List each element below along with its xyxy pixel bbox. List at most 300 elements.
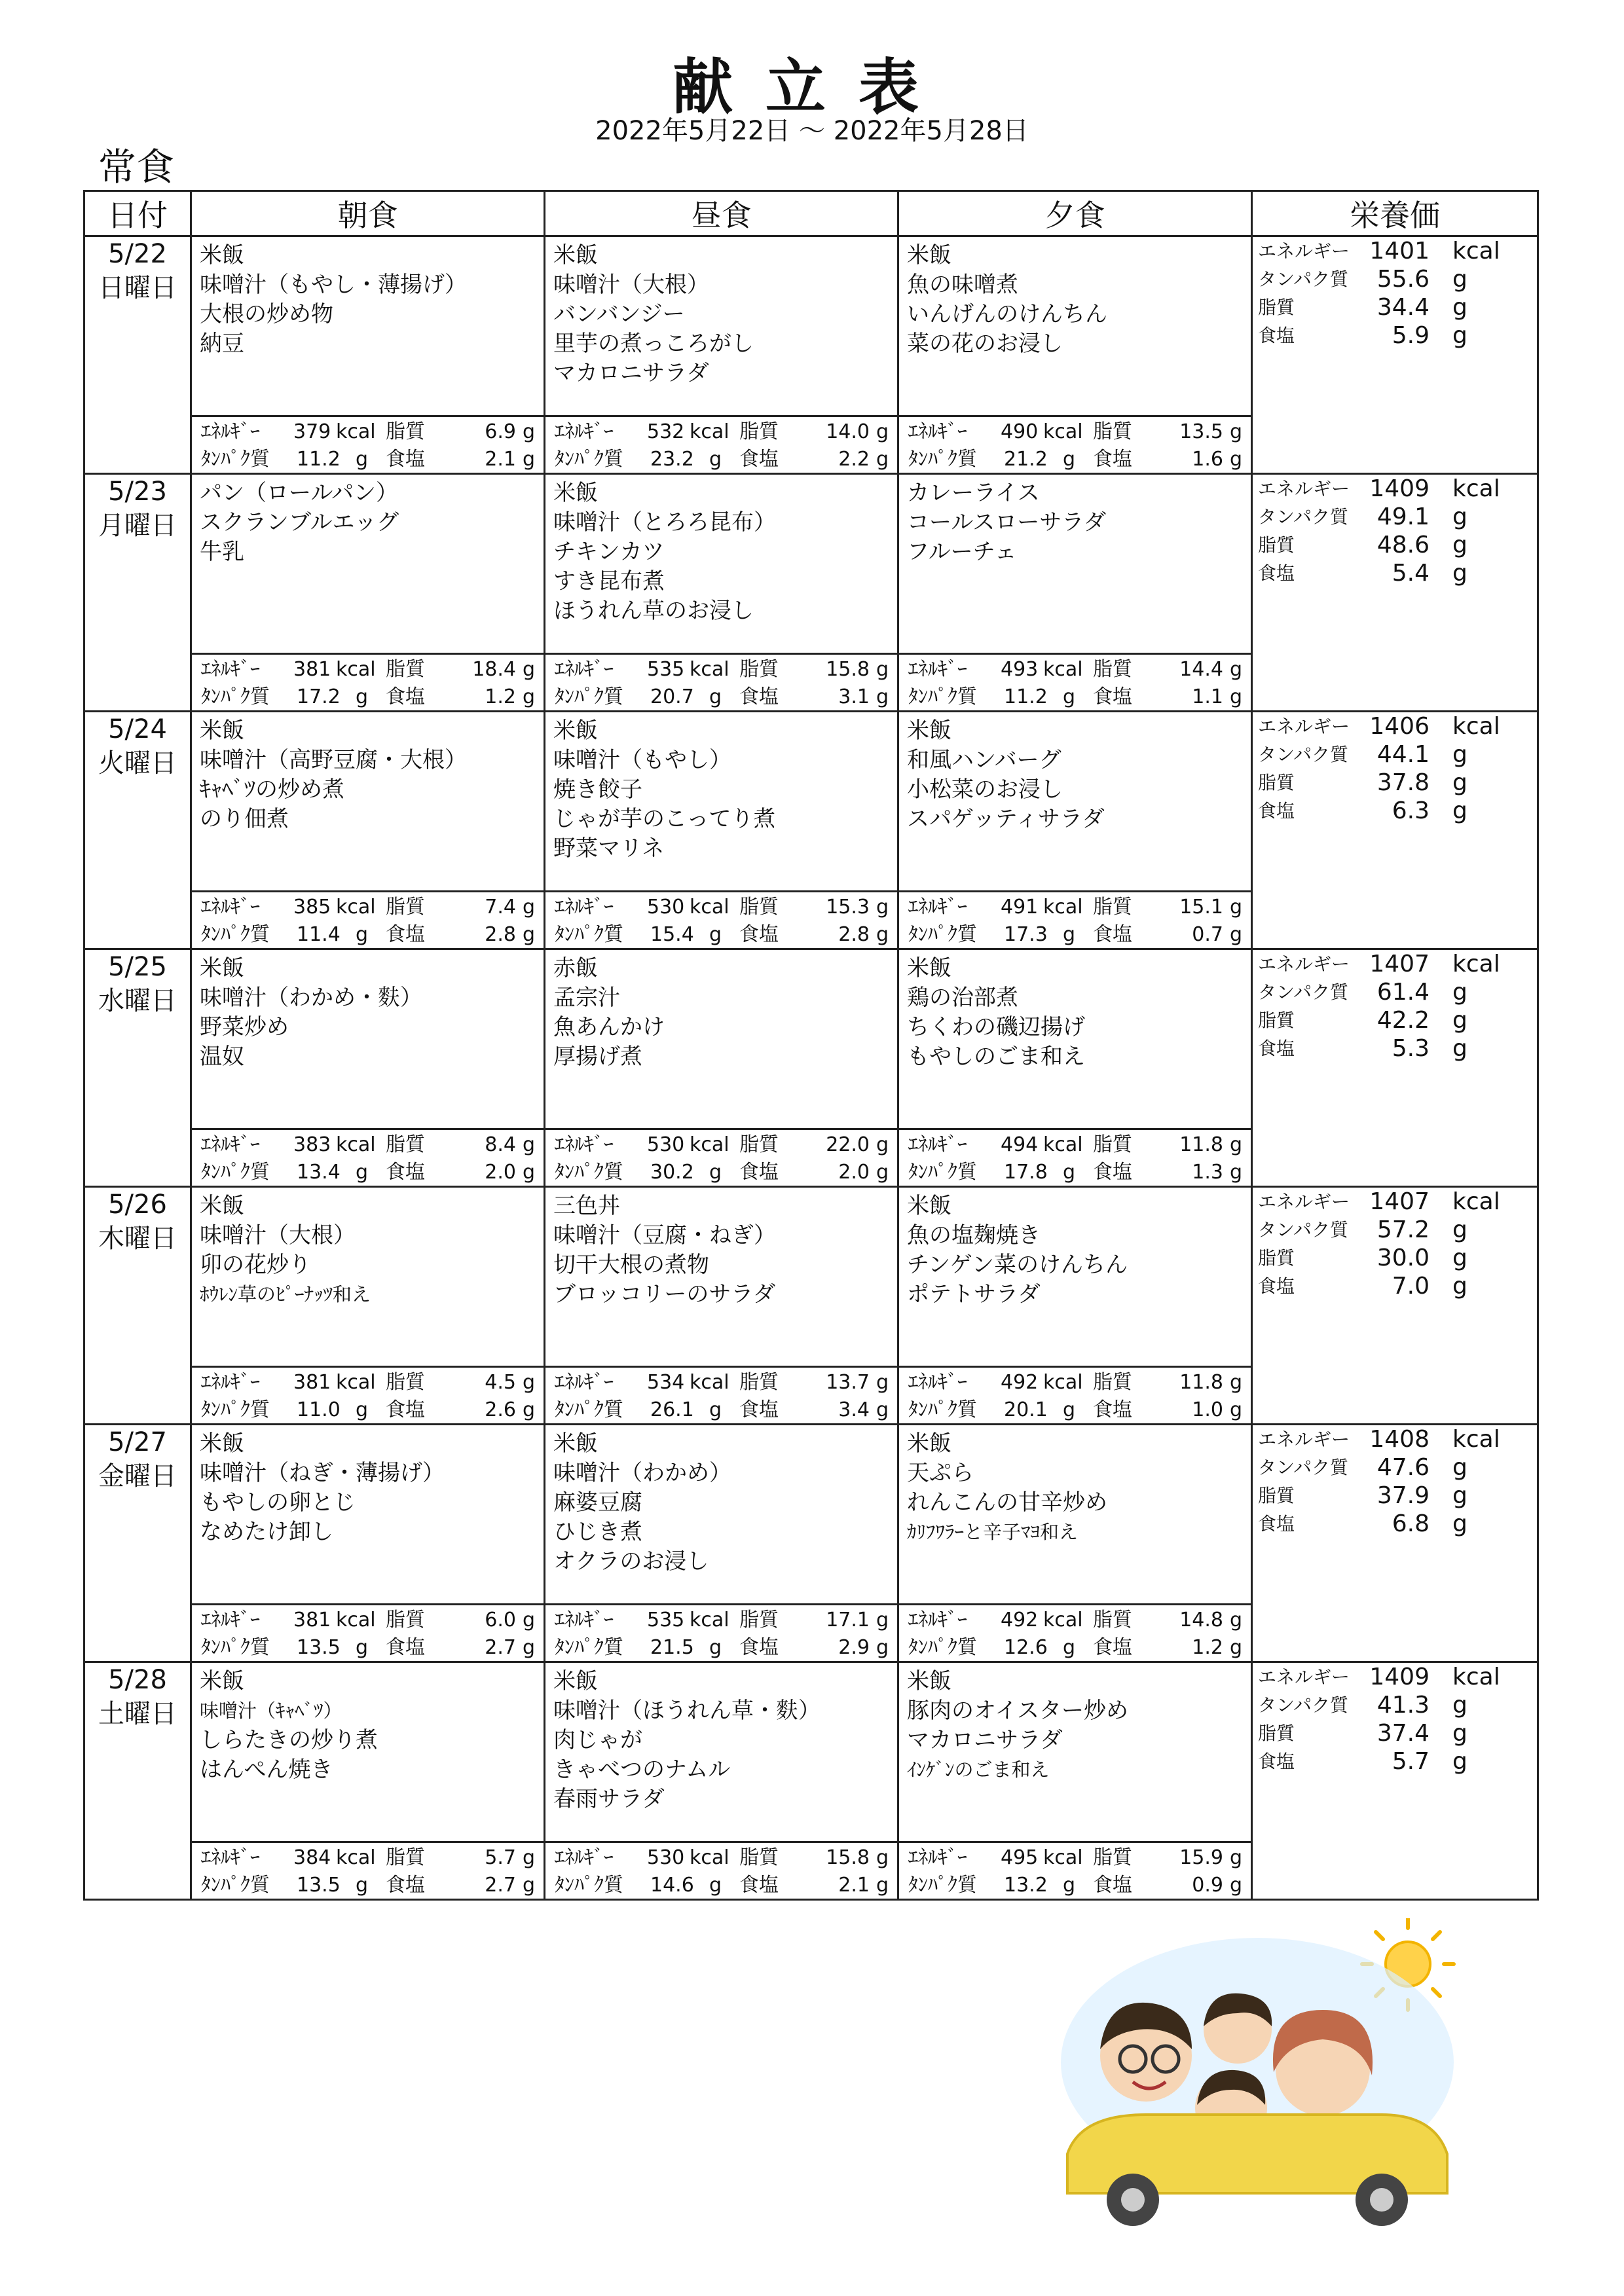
day-row [84,949,1538,1187]
meal-salt: 0.9 [1192,1874,1223,1897]
meal-fat: 15.3 [826,896,870,919]
dish: しらたきの炒り煮 [200,1727,378,1753]
fat-label: 脂質 [386,1133,425,1156]
meal-protein: 14.6 [650,1874,694,1897]
g-unit: g [709,1874,722,1897]
daily-salt-label: 食塩 [1258,562,1295,584]
daily-salt-unit: g [1452,560,1467,587]
dish: コールスローサラダ [907,509,1106,536]
meal-energy: 381 [293,1609,331,1631]
protein-label: ﾀﾝﾊﾟｸ質 [555,685,623,708]
dish: ﾎｳﾚﾝ草のﾋﾟｰﾅｯﾂ和え [200,1283,371,1305]
dish: 米飯 [200,955,244,981]
lunch-cell [545,1425,898,1662]
nutrition-cell [1252,474,1538,712]
dish: 赤飯 [553,955,598,981]
daily-energy-row [1253,950,1537,978]
energy-label: ｴﾈﾙｷﾞｰ [555,1371,614,1394]
salt-label: 食塩 [386,923,425,946]
meal-stats [545,1366,897,1423]
dish: ｲﾝｹﾞﾝのごま和え [907,1758,1050,1781]
daily-protein-label: タンパク質 [1258,1219,1349,1241]
lunch-cell [545,236,898,474]
meal-energy: 491 [1001,896,1039,919]
fat-label: 脂質 [1093,1133,1132,1156]
meal-stats [545,1841,897,1899]
day-row [84,1425,1538,1662]
meal-stats [192,653,544,710]
g-unit: g [709,1636,722,1659]
daily-protein-row [1253,1453,1537,1482]
daily-energy-value: 1407 [1369,1188,1430,1215]
col-header-breakfast: 朝食 [191,191,545,236]
meal-stats [545,890,897,948]
g-unit: g [1230,1371,1243,1394]
daily-energy-unit: kcal [1452,1664,1500,1690]
kcal-unit: kcal [1043,658,1083,681]
g-unit: g [1230,896,1243,919]
dish: 米飯 [907,1668,951,1694]
energy-label: ｴﾈﾙｷﾞｰ [908,420,967,443]
weekday: 土曜日 [98,1699,177,1729]
energy-label: ｴﾈﾙｷﾞｰ [908,658,967,681]
daily-protein-value: 55.6 [1376,266,1430,293]
meal-energy: 494 [1001,1133,1039,1156]
meal-stats [899,415,1251,473]
energy-label: ｴﾈﾙｷﾞｰ [555,658,614,681]
daily-fat-value: 37.9 [1376,1482,1430,1509]
g-unit: g [523,1161,536,1184]
fat-label: 脂質 [739,658,779,681]
g-unit: g [876,1636,889,1659]
energy-label: ｴﾈﾙｷﾞｰ [555,896,614,919]
dish: 米飯 [553,242,598,268]
daily-protein-row [1253,978,1537,1006]
meal-protein: 17.2 [297,685,341,708]
kcal-unit: kcal [690,1846,729,1869]
salt-label: 食塩 [1093,1398,1132,1421]
daily-protein-row [1253,740,1537,769]
nutrition-cell [1252,236,1538,474]
salt-label: 食塩 [386,448,425,471]
meal-fat: 22.0 [826,1133,870,1156]
daily-energy-value: 1401 [1369,238,1430,264]
meal-protein: 21.5 [650,1636,694,1659]
dish: 魚の塩麹焼き [907,1222,1041,1248]
dish: 米飯 [553,1668,598,1694]
g-unit: g [1063,685,1076,708]
dish: 米飯 [200,242,244,268]
daily-protein-unit: g [1452,1216,1467,1243]
nutrition-cell [1252,1662,1538,1900]
meal-fat: 6.9 [485,420,516,443]
g-unit: g [876,1874,889,1897]
dish: パン（ロールパン） [200,480,398,506]
daily-energy-unit: kcal [1452,1426,1500,1453]
salt-label: 食塩 [739,1161,779,1184]
date-cell [84,1662,191,1900]
g-unit: g [523,448,536,471]
energy-label: ｴﾈﾙｷﾞｰ [908,896,967,919]
kcal-unit: kcal [336,896,376,919]
g-unit: g [876,923,889,946]
daily-salt-label: 食塩 [1258,1751,1295,1772]
daily-protein-label: タンパク質 [1258,981,1349,1003]
meal-stats [545,1128,897,1186]
date-cell [84,1425,191,1662]
g-unit: g [1230,1874,1243,1897]
dish: 米飯 [200,1193,244,1219]
energy-label: ｴﾈﾙｷﾞｰ [201,1371,260,1394]
g-unit: g [709,685,722,708]
fat-label: 脂質 [1093,1371,1132,1394]
daily-salt-unit: g [1452,1748,1467,1775]
meal-fat: 13.7 [826,1371,870,1394]
date-cell [84,712,191,949]
fat-label: 脂質 [386,1609,425,1631]
dish: 米飯 [553,480,598,506]
meal-energy: 492 [1001,1609,1039,1631]
dish: 魚あんかけ [553,1014,665,1040]
daily-fat-label: 脂質 [1258,772,1295,793]
g-unit: g [523,1874,536,1897]
daily-salt-unit: g [1452,322,1467,349]
g-unit: g [709,1161,722,1184]
daily-fat-label: 脂質 [1258,297,1295,318]
salt-label: 食塩 [739,685,779,708]
daily-fat-unit: g [1452,1245,1467,1271]
energy-label: ｴﾈﾙｷﾞｰ [555,1133,614,1156]
daily-protein-row [1253,1216,1537,1244]
energy-label: ｴﾈﾙｷﾞｰ [201,420,260,443]
dish: 米飯 [907,718,951,744]
dinner-cell [898,712,1252,949]
lunch-cell [545,474,898,712]
kcal-unit: kcal [690,1133,729,1156]
meal-salt: 1.1 [1192,685,1223,708]
meal-fat: 4.5 [485,1371,516,1394]
col-header-date: 日付 [84,191,191,236]
meal-energy: 379 [293,420,331,443]
meal-protein: 26.1 [650,1398,694,1421]
dish: オクラのお浸し [553,1548,709,1575]
dinner-cell [898,1662,1252,1900]
daily-protein-value: 44.1 [1376,741,1430,768]
protein-label: ﾀﾝﾊﾟｸ質 [201,685,270,708]
meal-energy: 535 [647,658,685,681]
date: 5/27 [108,1427,167,1457]
meal-salt: 1.2 [485,685,516,708]
daily-protein-unit: g [1452,503,1467,530]
daily-salt-unit: g [1452,1273,1467,1300]
meal-salt: 2.1 [485,448,516,471]
protein-label: ﾀﾝﾊﾟｸ質 [555,1398,623,1421]
day-row [84,712,1538,949]
daily-energy-row [1253,712,1537,740]
g-unit: g [876,1846,889,1869]
meal-protein: 17.8 [1004,1161,1048,1184]
meal-protein: 15.4 [650,923,694,946]
meal-salt: 2.0 [838,1161,870,1184]
energy-label: ｴﾈﾙｷﾞｰ [908,1133,967,1156]
dish: 菜の花のお浸し [907,331,1063,357]
dish: 焼き餃子 [553,776,642,803]
protein-label: ﾀﾝﾊﾟｸ質 [908,1161,977,1184]
meal-energy: 381 [293,1371,331,1394]
meal-energy: 535 [647,1609,685,1631]
daily-salt-unit: g [1452,1035,1467,1062]
dish: マカロニサラダ [907,1727,1063,1753]
meal-stats [899,1603,1251,1661]
meal-fat: 17.1 [826,1609,870,1631]
dish: チキンカツ [553,539,665,565]
kcal-unit: kcal [690,658,729,681]
weekday: 月曜日 [98,511,177,541]
dish: 味噌汁（高野豆腐・大根） [200,747,467,773]
energy-label: ｴﾈﾙｷﾞｰ [908,1609,967,1631]
protein-label: ﾀﾝﾊﾟｸ質 [555,1161,623,1184]
salt-label: 食塩 [386,1161,425,1184]
g-unit: g [1063,1874,1076,1897]
salt-label: 食塩 [386,1874,425,1897]
protein-label: ﾀﾝﾊﾟｸ質 [908,448,977,471]
protein-label: ﾀﾝﾊﾟｸ質 [201,1874,270,1897]
daily-energy-value: 1407 [1369,951,1430,977]
energy-label: ｴﾈﾙｷﾞｰ [201,658,260,681]
fat-label: 脂質 [739,896,779,919]
meal-stats [192,1128,544,1186]
date: 5/25 [108,952,167,982]
g-unit: g [523,1133,536,1156]
kcal-unit: kcal [1043,1133,1083,1156]
day-row [84,1187,1538,1425]
kcal-unit: kcal [336,1133,376,1156]
salt-label: 食塩 [1093,685,1132,708]
salt-label: 食塩 [739,448,779,471]
meal-stats [899,890,1251,948]
breakfast-cell [191,1187,545,1425]
dish: 春雨サラダ [553,1786,665,1812]
g-unit: g [876,1161,889,1184]
meal-fat: 15.1 [1179,896,1223,919]
meal-protein: 11.0 [297,1398,341,1421]
dish: 米飯 [553,718,598,744]
g-unit: g [1230,1609,1243,1631]
protein-label: ﾀﾝﾊﾟｸ質 [201,448,270,471]
daily-fat-row [1253,1244,1537,1272]
daily-fat-label: 脂質 [1258,1247,1295,1269]
date-cell [84,1187,191,1425]
meal-protein: 11.4 [297,923,341,946]
dish: マカロニサラダ [553,360,709,386]
dish: フルーチェ [907,539,1017,565]
daily-salt-row [1253,321,1537,350]
g-unit: g [1230,420,1243,443]
meal-protein: 23.2 [650,448,694,471]
dish: ポテトサラダ [907,1281,1041,1307]
g-unit: g [709,923,722,946]
daily-salt-row [1253,1034,1537,1063]
dish: 味噌汁（豆腐・ねぎ） [553,1222,776,1248]
dish: 孟宗汁 [553,985,620,1011]
daily-energy-row [1253,237,1537,265]
salt-label: 食塩 [1093,1161,1132,1184]
g-unit: g [523,923,536,946]
breakfast-cell [191,236,545,474]
daily-fat-row [1253,1006,1537,1034]
daily-salt-row [1253,1747,1537,1776]
meal-protein: 20.7 [650,685,694,708]
meal-protein: 12.6 [1004,1636,1048,1659]
meal-fat: 6.0 [485,1609,516,1631]
g-unit: g [1063,1636,1076,1659]
g-unit: g [356,1398,369,1421]
fat-label: 脂質 [739,1133,779,1156]
meal-salt: 1.6 [1192,448,1223,471]
dish: 味噌汁（ねぎ・薄揚げ） [200,1460,445,1486]
salt-label: 食塩 [1093,448,1132,471]
daily-salt-label: 食塩 [1258,1513,1295,1535]
meal-energy: 495 [1001,1846,1039,1869]
protein-label: ﾀﾝﾊﾟｸ質 [555,1874,623,1897]
salt-label: 食塩 [739,923,779,946]
daily-salt-row [1253,1272,1537,1300]
meal-salt: 2.0 [485,1161,516,1184]
dish: 豚肉のオイスター炒め [907,1698,1128,1724]
dish: ｶﾘﾌﾜﾗｰと辛子ﾏﾖ和え [907,1521,1079,1543]
breakfast-cell [191,1662,545,1900]
dish: 牛乳 [200,539,244,565]
daily-protein-label: タンパク質 [1258,744,1349,765]
dish: 厚揚げ煮 [553,1044,642,1070]
dish: 米飯 [907,1193,951,1219]
daily-fat-value: 48.6 [1376,532,1430,558]
g-unit: g [1063,923,1076,946]
daily-energy-label: エネルギー [1258,953,1350,975]
meal-salt: 0.7 [1192,923,1223,946]
energy-label: ｴﾈﾙｷﾞｰ [201,1609,260,1631]
meal-protein: 13.5 [297,1874,341,1897]
meal-fat: 14.8 [1179,1609,1223,1631]
date-cell [84,949,191,1187]
fat-label: 脂質 [1093,1846,1132,1869]
daily-energy-unit: kcal [1452,238,1500,264]
dish: 温奴 [200,1044,244,1070]
daily-energy-row [1253,1663,1537,1691]
fat-label: 脂質 [1093,420,1132,443]
protein-label: ﾀﾝﾊﾟｸ質 [201,1636,270,1659]
salt-label: 食塩 [1093,923,1132,946]
dish: ひじき煮 [553,1519,642,1545]
daily-salt-value: 5.9 [1392,322,1430,349]
salt-label: 食塩 [386,1398,425,1421]
meal-stats [899,1841,1251,1899]
protein-label: ﾀﾝﾊﾟｸ質 [201,923,270,946]
dinner-cell [898,474,1252,712]
meal-salt: 1.3 [1192,1161,1223,1184]
g-unit: g [1230,1133,1243,1156]
daily-fat-row [1253,1719,1537,1747]
g-unit: g [709,448,722,471]
meal-energy: 381 [293,658,331,681]
daily-protein-value: 47.6 [1376,1454,1430,1481]
dinner-cell [898,1425,1252,1662]
daily-fat-label: 脂質 [1258,1722,1295,1744]
daily-fat-value: 42.2 [1376,1007,1430,1034]
daily-energy-value: 1406 [1369,713,1430,740]
meal-fat: 14.0 [826,420,870,443]
kcal-unit: kcal [1043,420,1083,443]
protein-label: ﾀﾝﾊﾟｸ質 [201,1398,270,1421]
breakfast-cell [191,712,545,949]
page-title: 献立表 [672,52,951,122]
meal-protein: 13.5 [297,1636,341,1659]
meal-stats [545,415,897,473]
dish: なめたけ卸し [200,1519,333,1545]
g-unit: g [356,1874,369,1897]
g-unit: g [1230,1161,1243,1184]
kcal-unit: kcal [690,896,729,919]
daily-salt-unit: g [1452,797,1467,824]
meal-energy: 490 [1001,420,1039,443]
daily-protein-label: タンパク質 [1258,1694,1349,1716]
meal-energy: 385 [293,896,331,919]
meal-stats [192,890,544,948]
daily-energy-row [1253,1188,1537,1216]
daily-fat-label: 脂質 [1258,534,1295,556]
g-unit: g [1230,658,1243,681]
kcal-unit: kcal [1043,1846,1083,1869]
dish: のり佃煮 [200,806,289,832]
daily-fat-value: 37.8 [1376,769,1430,796]
dish: 小松菜のお浸し [907,776,1063,803]
daily-energy-label: エネルギー [1258,240,1350,262]
daily-energy-label: エネルギー [1258,1429,1350,1450]
fat-label: 脂質 [386,658,425,681]
daily-protein-unit: g [1452,741,1467,768]
meal-salt: 2.6 [485,1398,516,1421]
lunch-cell [545,949,898,1187]
lunch-cell [545,1187,898,1425]
dish: 納豆 [200,331,244,357]
meal-stats [899,1366,1251,1423]
weekday: 金曜日 [98,1461,177,1491]
meal-energy: 530 [647,1846,685,1869]
kcal-unit: kcal [1043,1371,1083,1394]
dish: すき昆布煮 [553,568,665,594]
daily-protein-value: 49.1 [1376,503,1430,530]
daily-protein-unit: g [1452,266,1467,293]
daily-fat-value: 30.0 [1376,1245,1430,1271]
daily-protein-value: 61.4 [1376,979,1430,1006]
fat-label: 脂質 [739,420,779,443]
g-unit: g [356,448,369,471]
meal-salt: 2.2 [838,448,870,471]
col-header-nutrition: 栄養価 [1252,191,1538,236]
meal-fat: 15.8 [826,1846,870,1869]
dish: 和風ハンバーグ [907,747,1061,773]
energy-label: ｴﾈﾙｷﾞｰ [201,896,260,919]
protein-label: ﾀﾝﾊﾟｸ質 [555,923,623,946]
date: 5/22 [108,239,167,269]
daily-energy-label: エネルギー [1258,1666,1350,1688]
dish: 米飯 [907,242,951,268]
g-unit: g [523,1636,536,1659]
dish: 米飯 [200,1430,244,1457]
meal-salt: 2.7 [485,1874,516,1897]
meal-salt: 2.8 [838,923,870,946]
fat-label: 脂質 [386,1371,425,1394]
